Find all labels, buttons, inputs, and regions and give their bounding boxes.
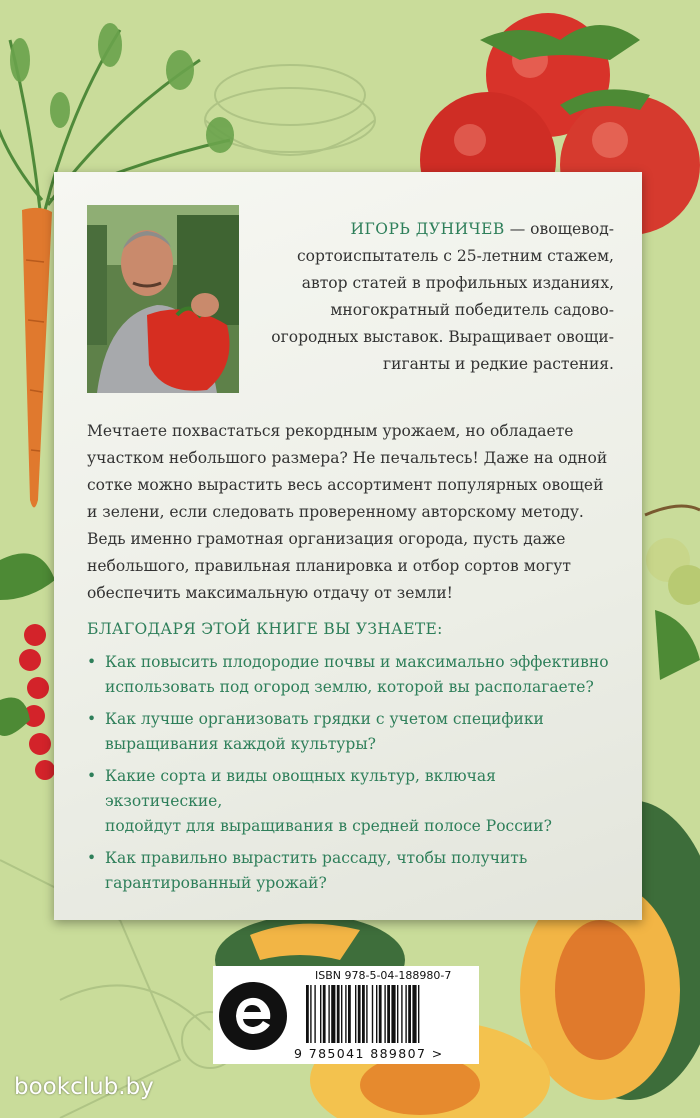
barcode-bar xyxy=(331,985,335,1043)
intro-line: небольшого, правильная планировка и отбор сортов могут xyxy=(87,557,571,575)
intro-line: участком небольшого размера? Не печальтесь! Даже на одной xyxy=(87,449,608,467)
bio-line-1: ИГОРЬ ДУНИЧЕВ — овощевод- xyxy=(350,220,614,238)
description-card xyxy=(54,172,642,920)
watermark-text: bookclub.by xyxy=(14,1074,154,1100)
barcode-bar xyxy=(401,985,402,1043)
list-item: • Какие сорта и виды овощных культур, включая экзотические, подойдут для выращивания в средней полосе России? xyxy=(87,764,612,839)
barcode-bar xyxy=(418,985,419,1043)
intro-line: сотке можно вырастить весь ассортимент популярных овощей xyxy=(87,476,604,494)
barcode-graphic xyxy=(306,985,466,1045)
barcode-bar xyxy=(358,985,361,1043)
barcode-bar xyxy=(306,985,309,1043)
barcode-bar xyxy=(412,985,416,1043)
benefits-list xyxy=(87,650,612,903)
barcode-bar xyxy=(405,985,406,1043)
bullet-icon: • xyxy=(87,849,97,867)
intro-line: обеспечить максимальную отдачу от земли! xyxy=(87,584,453,602)
barcode-bar xyxy=(323,985,326,1043)
barcode-bar xyxy=(320,985,321,1043)
bullet-icon: • xyxy=(87,767,97,785)
barcode-bar xyxy=(387,985,390,1043)
isbn-label: ISBN 978-5-04-188980-7 xyxy=(315,969,452,982)
barcode-bar xyxy=(314,985,315,1043)
barcode-bar xyxy=(362,985,365,1043)
barcode-digits: 9 785041 889807 > xyxy=(294,1046,444,1061)
barcode-bar xyxy=(328,985,329,1043)
bio-line-5: огородных выставок. Выращивает овощи- xyxy=(271,328,614,346)
barcode-bar xyxy=(355,985,356,1043)
intro-line: Мечтаете похвастаться рекордным урожаем, но обладаете xyxy=(87,422,574,440)
bio-line-4: многократный победитель садово- xyxy=(330,301,614,319)
barcode-bar xyxy=(397,985,398,1043)
bio-line-6: гиганты и редкие растения. xyxy=(383,355,614,373)
barcode-bar xyxy=(379,985,382,1043)
barcode-bar xyxy=(345,985,346,1043)
barcode-bar xyxy=(337,985,340,1043)
bio-line-2: сортоиспытатель с 25-летним стажем, xyxy=(296,247,614,265)
intro-paragraph xyxy=(87,418,612,607)
author-photo-image xyxy=(87,205,239,393)
author-bio xyxy=(262,216,614,378)
intro-line: и зелени, если следовать проверенному авторскому методу. xyxy=(87,503,584,521)
bullet-icon: • xyxy=(87,653,97,671)
barcode-bar xyxy=(348,985,351,1043)
barcode-bar xyxy=(391,985,395,1043)
bio-line-3: автор статей в профильных изданиях, xyxy=(301,274,614,292)
barcode-bar xyxy=(310,985,311,1043)
list-item: • Как повысить плодородие почвы и максимально эффективно использовать под огород землю, которой вы располагаете? xyxy=(87,650,612,700)
intro-line: Ведь именно грамотная организация огорода, пусть даже xyxy=(87,530,566,548)
author-name: ИГОРЬ ДУНИЧЕВ xyxy=(350,220,505,238)
list-item: • Как правильно вырастить рассаду, чтобы получить гарантированный урожай? xyxy=(87,846,612,896)
barcode-bar xyxy=(384,985,385,1043)
barcode-bar xyxy=(408,985,411,1043)
publisher-logo-icon xyxy=(218,981,288,1051)
author-photo xyxy=(87,205,239,393)
list-item: • Как лучше организовать грядки с учетом специфики выращивания каждой культуры? xyxy=(87,707,612,757)
benefits-heading: БЛАГОДАРЯ ЭТОЙ КНИГЕ ВЫ УЗНАЕТЕ: xyxy=(87,620,443,638)
bullet-icon: • xyxy=(87,710,97,728)
barcode-bar xyxy=(366,985,367,1043)
barcode-bar xyxy=(376,985,377,1043)
barcode-bar xyxy=(341,985,342,1043)
barcode-bar xyxy=(372,985,373,1043)
